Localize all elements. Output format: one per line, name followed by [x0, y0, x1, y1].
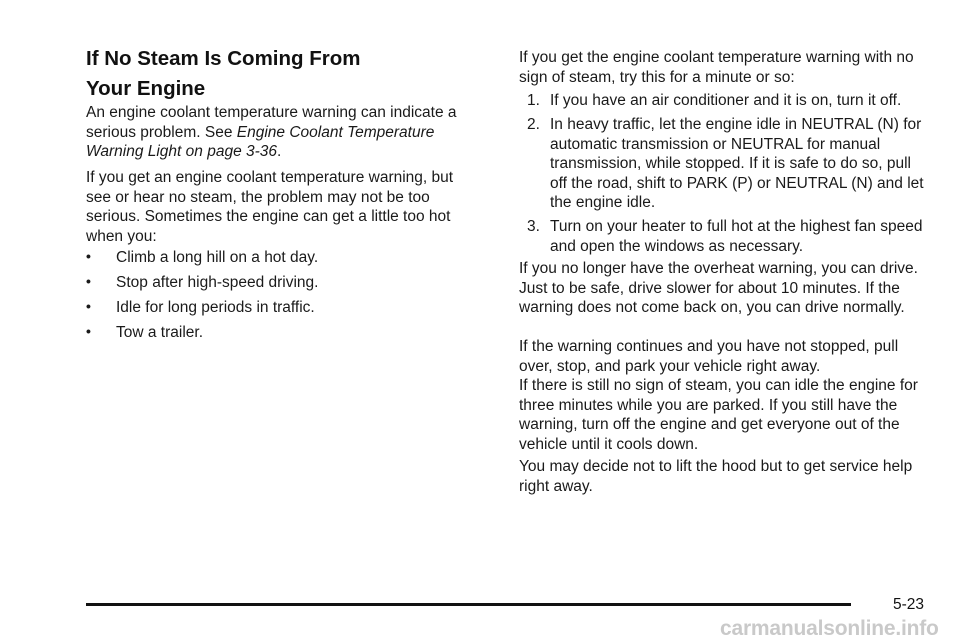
heading-line-2: Your Engine [86, 77, 206, 100]
footer-rule [86, 603, 851, 606]
bullet-icon: • [86, 298, 91, 314]
bullet-icon: • [86, 248, 91, 264]
step-number: 2. [527, 116, 540, 133]
watermark-text: carmanualsonline.info [720, 617, 939, 640]
bullet-icon: • [86, 323, 91, 339]
heading-line-1: If No Steam Is Coming From [86, 47, 361, 70]
paragraph-end: . [277, 143, 282, 160]
paragraph-no-longer-warning: If you no longer have the overheat warning, you can drive. Just to be safe, drive slower for about 10 minutes. If the warning does not come back on, you can drive normally. [519, 260, 918, 316]
paragraph-warning-continues: If the warning continues and you have not stopped, pull over, stop, and park your vehicle right away. [519, 338, 899, 375]
bullet-text: Tow a trailer. [116, 324, 204, 341]
paragraph-text: An engine coolant temperature warning can indicate a serious problem. See [86, 104, 457, 141]
bullet-text: Idle for long periods in traffic. [116, 299, 315, 316]
cross-reference-link[interactable]: Engine Coolant Temperature Warning Light on page 3-36 [86, 123, 435, 160]
paragraph-idle-engine: If there is still no sign of steam, you can idle the engine for three minutes while you are parked. If you still have the warning, turn off the engine and get everyone out of the vehicle until it cools down. [519, 377, 918, 453]
paragraph-serious-problem [86, 103, 481, 162]
paragraph-service-help: You may decide not to lift the hood but to get service help right away. [519, 458, 913, 495]
bullet-text: Climb a long hill on a hot day. [116, 249, 319, 266]
bullet-text: Stop after high-speed driving. [116, 274, 319, 291]
paragraph-no-steam: If you get an engine coolant temperature warning, but see or hear no steam, the problem may not be too serious. Sometimes the engine can get a little too hot when you: [86, 169, 454, 245]
bullet-icon: • [86, 273, 91, 289]
step-text: If you have an air conditioner and it is on, turn it off. [550, 92, 902, 109]
paragraph-intro: If you get the engine coolant temperature warning with no sign of steam, try this for a minute or so: [519, 49, 914, 86]
step-number: 3. [527, 218, 540, 235]
step-text: Turn on your heater to full hot at the highest fan speed and open the windows as necessary. [550, 218, 923, 255]
section-heading [86, 44, 486, 104]
page-number: 5-23 [893, 596, 925, 613]
step-text: In heavy traffic, let the engine idle in NEUTRAL (N) for automatic transmission or NEUTRAL for manual transmission, while stopped. If it is safe to do so, pull off the road, shift to PARK (P) or NEUTRAL (N) and let the engine idle. [550, 116, 924, 211]
step-number: 1. [527, 92, 540, 109]
